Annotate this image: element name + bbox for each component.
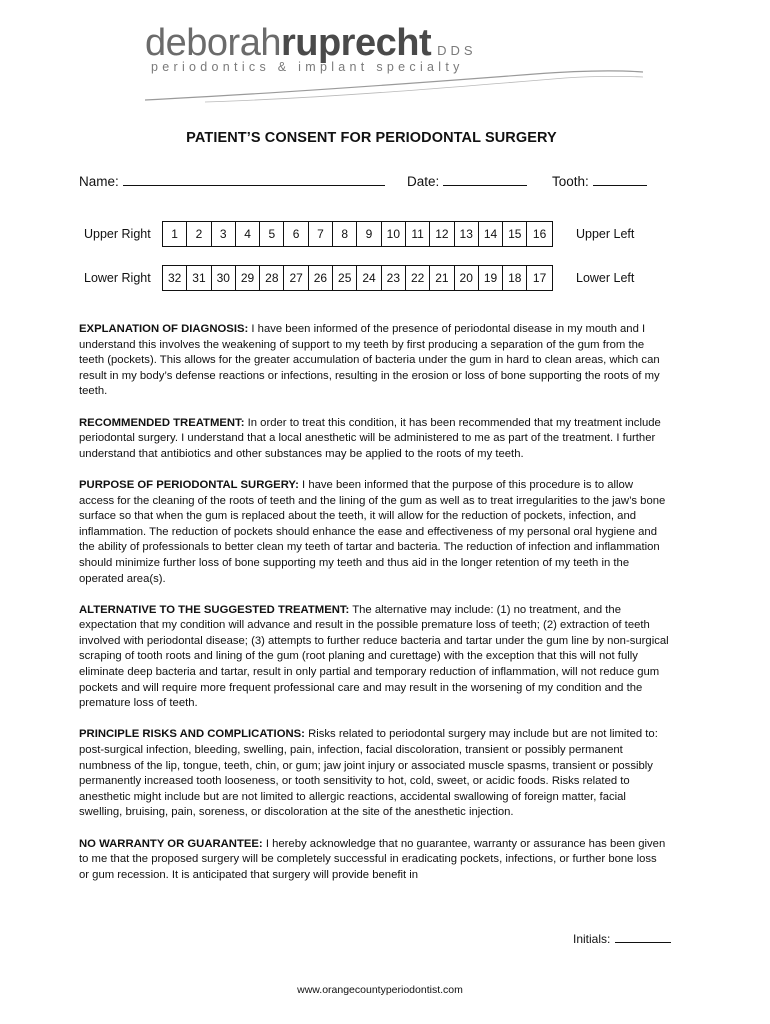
tooth-number-cell: 2: [187, 222, 211, 246]
name-label: Name:: [79, 174, 119, 189]
section-purpose-of-surgery: [79, 478, 669, 587]
tooth-number-cell: 16: [532, 227, 547, 241]
section-heading: ALTERNATIVE TO THE SUGGESTED TREATMENT:: [79, 603, 350, 616]
initials-label: Initials:: [573, 932, 611, 946]
upper-left-label: Upper Left: [576, 227, 635, 241]
section-heading: PRINCIPLE RISKS AND COMPLICATIONS:: [79, 728, 305, 741]
tooth-number-cell: 20: [455, 266, 479, 290]
tooth-number-cell: 4: [236, 222, 260, 246]
tooth-number-cell: 5: [260, 222, 284, 246]
tooth-number-cell: 6: [284, 222, 308, 246]
section-heading: EXPLANATION OF DIAGNOSIS:: [79, 323, 249, 335]
logo-last-name: ruprecht: [280, 22, 432, 64]
logo-first-name: deborah: [145, 22, 281, 64]
tooth-number-cell: 21: [430, 266, 454, 290]
lower-right-label: Lower Right: [84, 271, 151, 285]
name-blank[interactable]: [123, 173, 385, 186]
section-alternative-treatment: [79, 603, 669, 712]
logo-tagline: periodontics & implant specialty: [151, 60, 464, 74]
tooth-number-cell: 28: [260, 266, 284, 290]
consent-sections: [79, 322, 669, 899]
initials-blank[interactable]: [615, 931, 671, 943]
tooth-label: Tooth:: [552, 174, 589, 189]
tooth-number-cell: 1: [163, 222, 187, 246]
date-blank[interactable]: [443, 173, 527, 186]
section-heading: NO WARRANTY OR GUARANTEE:: [79, 837, 263, 850]
tooth-number-cell: 7: [309, 222, 333, 246]
upper-teeth-cells: [162, 221, 553, 247]
practice-logo: [145, 22, 645, 102]
tooth-number-cell: 22: [406, 266, 430, 290]
tooth-number-cell: 25: [333, 266, 357, 290]
section-text: I hereby acknowledge that no guarantee, warranty or assurance has been given to me that the proposed surgery will be completely successful in eradicating pockets, infections, or further bone loss or gum recession. It is anticipated that surgery will provide benefit in: [79, 837, 666, 881]
tooth-number-cell: 31: [187, 266, 211, 290]
tooth-blank[interactable]: [593, 173, 647, 186]
logo-credential: DDS: [437, 43, 477, 58]
tooth-number-cell: 32: [163, 266, 187, 290]
section-no-warranty: [79, 837, 669, 884]
lower-teeth-cells: [162, 265, 553, 291]
section-heading: PURPOSE OF PERIODONTAL SURGERY:: [79, 478, 299, 491]
patient-info-line: [79, 173, 659, 191]
initials-field[interactable]: [573, 931, 671, 946]
tooth-number-cell: 12: [430, 222, 454, 246]
tooth-field[interactable]: [552, 173, 647, 189]
section-recommended-treatment: [79, 416, 669, 463]
lower-left-label: Lower Left: [576, 271, 635, 285]
tooth-number-cell: 18: [503, 266, 527, 290]
tooth-number-cell: 3: [212, 222, 236, 246]
tooth-number-cell: 10: [382, 222, 406, 246]
tooth-number-cell: 8: [333, 222, 357, 246]
section-risks-and-complications: [79, 727, 669, 821]
tooth-number-cell: 13: [455, 222, 479, 246]
tooth-number-cell: 29: [236, 266, 260, 290]
footer-website-link[interactable]: www.orangecountyperiodontist.com: [297, 984, 463, 996]
section-text: The alternative may include: (1) no treatment, and the expectation that my condition will advance and result in the possible premature loss of teeth; (2) extraction of teeth involved with periodontal disease; (3) attempts to further reduce bacteria and tartar under the gum line by non-surgical scraping of tooth roots and lining of the gum (root planing and curettage) with the exception that this will not fully eliminate deep bacteria and tartar, result in only partial and temporary reduction of inflammation, will not reduce gum pockets and will require more frequent professional care and may result in the worsening of my condition and the premature loss of teeth.: [79, 603, 669, 710]
tooth-number-cell: 27: [284, 266, 308, 290]
tooth-number-cell: 19: [479, 266, 503, 290]
tooth-number-cell: 11: [406, 222, 430, 246]
document-title: PATIENT’S CONSENT FOR PERIODONTAL SURGERY: [186, 130, 557, 146]
tooth-number-cell: 14: [479, 222, 503, 246]
tooth-number-cell: 23: [382, 266, 406, 290]
name-field[interactable]: [79, 173, 385, 189]
date-label: Date:: [407, 174, 440, 189]
tooth-number-cell: 26: [309, 266, 333, 290]
section-heading: RECOMMENDED TREATMENT:: [79, 416, 245, 429]
section-text: Risks related to periodontal surgery may include but are not limited to: post-surgical infection, bleeding, swelling, pain, infection, facial discoloration, transient or possibly permanent numbness of the lip, tongue, teeth, chin, or gum; jaw joint injury or associated muscle spasms, transient or possibly permanently increased tooth looseness, or tooth sensitivity to hot, cold, sweet, or acidic foods. Risks related to anesthetic might include but are not limited to allergic reactions, accidental swallowing of foreign matter, facial swelling, bruising, pain, soreness, or discoloration at the site of the anesthetic injection.: [79, 728, 658, 819]
section-text: I have been informed that the purpose of this procedure is to allow access for the cleaning of the roots of teeth and the lining of the gum as well as to treat irregularities to the jaw’s bone surface so that when the gum is replaced about the teeth, it will allow for the reduction of pockets, infection, and inflammation. The reduction of pockets should enhance the ease and effectiveness of my personal oral hygiene and the ability of professionals to better clean my teeth of tartar and bacteria. The reduction of infection and inflammation should minimize further loss of bone supporting my teeth and thus aid in the longer retention of my teeth in the operated area(s).: [79, 478, 666, 585]
section-text: In order to treat this condition, it has been recommended that my treatment include periodontal surgery. I understand that a local anesthetic will be administered to me as part of the treatment. I further understand that antibiotics and other substances may be applied to the roots of my teeth.: [79, 416, 661, 460]
section-text: I have been informed of the presence of periodontal disease in my mouth and I understand this involves the weakening of support to my teeth by first producing a separation of the gum from the teeth (pockets). This allows for the greater accumulation of bacteria under the gum in hard to clean areas, which can result in my body’s defense reactions or infections, resulting in the erosion or loss of bone supporting the roots of my teeth.: [79, 323, 660, 398]
tooth-number-cell: 15: [503, 222, 527, 246]
tooth-number-cell: 24: [357, 266, 381, 290]
upper-right-label: Upper Right: [84, 227, 151, 241]
tooth-number-cell: 30: [212, 266, 236, 290]
tooth-number-cell: 9: [357, 222, 381, 246]
section-explanation-of-diagnosis: [79, 322, 669, 400]
tooth-number-cell: 17: [532, 271, 547, 285]
date-field[interactable]: [407, 173, 527, 189]
